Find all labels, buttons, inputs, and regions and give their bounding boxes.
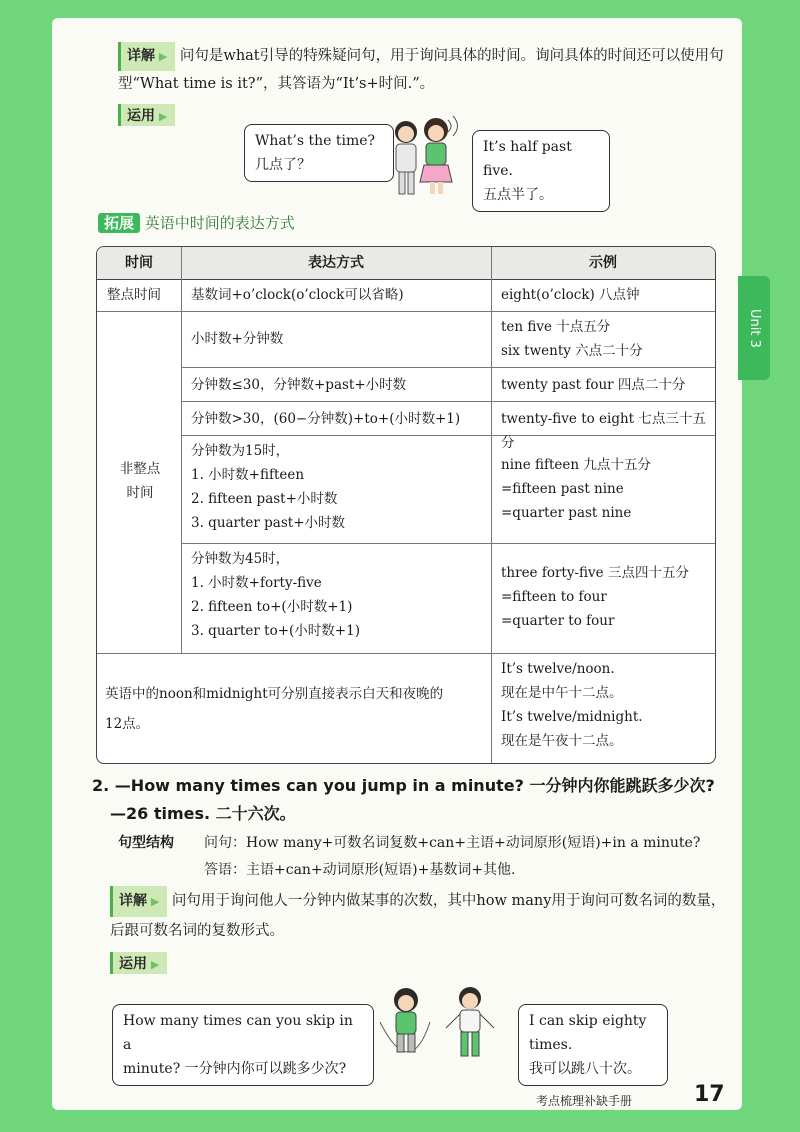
header-time: 时间 [97, 247, 181, 280]
row-whole-example: eight(o’clock) 八点钟 [501, 287, 640, 303]
row4-expr: 分钟数为15时， 1. 小时数+fifteen 2. fifteen past+小时数 3. quarter past+小时数 [191, 443, 346, 531]
section2-number: 2. [92, 776, 110, 795]
structure-label: 句型结构 [118, 835, 174, 851]
structure-question: 问句：How many+可数名词复数+can+主语+动词原形(短语)+in a minute? [204, 835, 701, 851]
row3-expr: 分钟数>30，(60−分钟数)+to+(小时数+1) [191, 411, 461, 427]
section2-question: —How many times can you jump in a minute? 一分钟内你能跳跃多少次? [114, 776, 715, 795]
row4-example: nine fifteen 九点十五分 =fifteen past nine =quarter past nine [501, 457, 651, 521]
detail-tag-2: 详解 ▶ [110, 886, 167, 917]
time-expression-table [96, 246, 716, 764]
section2-detail [110, 886, 730, 945]
extension-title: 英语中时间的表达方式 [144, 214, 295, 232]
structure-body [204, 830, 700, 884]
speech-bubble-answer: It’s half past five. 五点半了。 [472, 130, 610, 212]
footer-book-title: 考点梳理补缺手册 [536, 1094, 633, 1108]
noon-note: 英语中的noon和midnight可分别直接表示白天和夜晚的 12点。 [105, 686, 444, 732]
extension-tag: 拓展 [98, 213, 140, 233]
row2-expr: 分钟数≤30，分钟数+past+小时数 [191, 377, 407, 393]
header-example: 示例 [491, 247, 715, 280]
use-tag-2: 运用 ▶ [110, 952, 167, 974]
row1-example: ten five 十点五分 six twenty 六点二十分 [501, 319, 643, 359]
structure-answer: 答语：主语+can+动词原形(短语)+基数词+其他. [204, 862, 516, 878]
section2-answer: —26 times. 二十六次。 [110, 804, 296, 823]
noon-example: It’s twelve/noon. 现在是中午十二点。 It’s twelve/midnight. 现在是午夜十二点。 [501, 661, 643, 749]
row5-example: three forty-five 三点四十五分 =fifteen to four =quarter to four [501, 565, 689, 629]
unit-side-tab: Unit 3 [738, 276, 770, 380]
use-tag-1: 运用 ▶ [118, 104, 175, 126]
header-expression: 表达方式 [181, 247, 491, 280]
speech-bubble-skip-answer: I can skip eighty times. 我可以跳八十次。 [518, 1004, 668, 1086]
page-number: 17 [694, 1082, 725, 1107]
detail-tag: 详解 ▶ [118, 42, 175, 71]
speech-bubble-skip-question: How many times can you skip in a minute? 一分钟内你可以跳多少次? [112, 1004, 374, 1086]
section2-question-block [92, 772, 715, 828]
detail-text: 问句是what引导的特殊疑问句，用于询问具体的时间。询问具体的时间还可以使用句型“What time is it?”，其答语为“It’s+时间.”。 [118, 48, 724, 92]
row5-expr: 分钟数为45时， 1. 小时数+forty-five 2. fifteen to+(小时数+1) 3. quarter to+(小时数+1) [191, 551, 360, 639]
row2-example: twenty past four 四点二十分 [501, 377, 686, 393]
row-nonwhole-label: 非整点 时间 [119, 461, 161, 501]
row-whole-label: 整点时间 [107, 287, 161, 303]
extension-heading [98, 212, 295, 233]
speech-bubble-question: What’s the time? 几点了？ [244, 124, 394, 182]
detail-text-2: 问句用于询问他人一分钟内做某事的次数，其中how many用于询问可数名词的数量，后跟可数名词的复数形式。 [110, 893, 726, 939]
children-skipping-illustration [370, 982, 510, 1072]
row1-expr: 小时数+分钟数 [191, 331, 284, 347]
row3-example: twenty-five to eight 七点三十五分 [501, 411, 706, 451]
two-girls-illustration [378, 110, 468, 200]
row-whole-expr: 基数词+o’clock(o’clock可以省略) [191, 287, 404, 303]
section1-detail [118, 42, 728, 97]
